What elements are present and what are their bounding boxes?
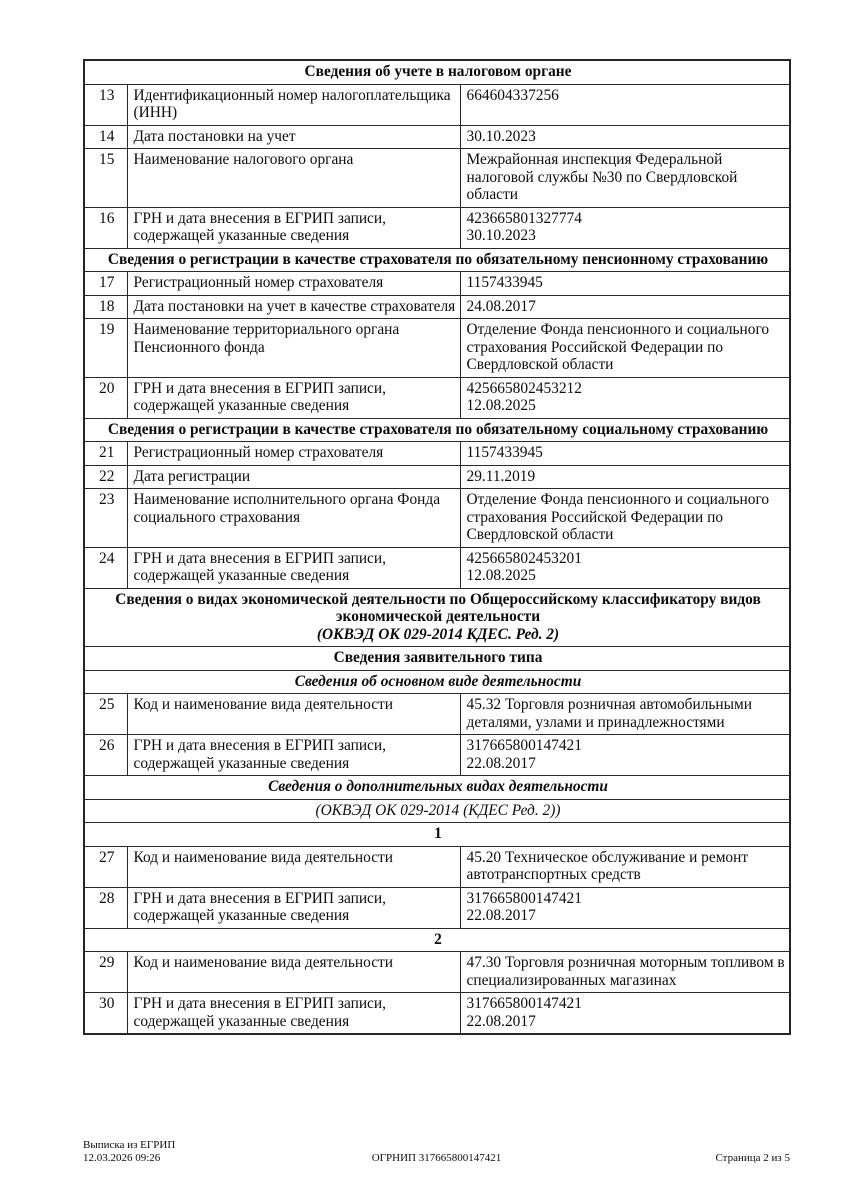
value-line: 45.20 Техническое обслуживание и ремонт автотранспортных средств xyxy=(466,848,749,883)
row-number: 18 xyxy=(84,295,127,319)
row-label: Дата постановки на учет в качестве страхователя xyxy=(127,295,460,319)
section-header-row xyxy=(84,60,790,84)
activity-index xyxy=(84,823,790,847)
row-value xyxy=(460,442,790,466)
value-line: Отделение Фонда пенсионного и социального страхования Российской Федерации по Свердловской области xyxy=(466,491,770,543)
row-value xyxy=(460,84,790,125)
value-line: 30.10.2023 xyxy=(466,227,536,244)
value-line: 317665800147421 xyxy=(466,737,582,754)
row-value xyxy=(460,149,790,208)
section-subtitle: (ОКВЭД ОК 029-2014 КДЕС. Ред. 2) xyxy=(316,625,560,643)
value-line: 29.11.2019 xyxy=(466,467,536,485)
row-value xyxy=(460,993,790,1035)
value-line: 425665802453212 xyxy=(466,379,582,397)
row-label: Код и наименование вида деятельности xyxy=(127,694,460,735)
table-row xyxy=(84,295,790,319)
section-header-row xyxy=(84,823,790,847)
value-line: 664604337256 xyxy=(466,86,559,104)
row-value xyxy=(460,887,790,928)
section-title: 2 xyxy=(434,930,442,948)
row-number: 29 xyxy=(84,952,127,993)
row-number: 20 xyxy=(84,377,127,418)
section-header-row xyxy=(84,670,790,694)
value-line: 12.08.2025 xyxy=(466,397,536,414)
row-label: ГРН и дата внесения в ЕГРИП записи, содержащей указанные сведения xyxy=(127,547,460,588)
section-header-row xyxy=(84,928,790,952)
row-value xyxy=(460,489,790,548)
section-header-row xyxy=(84,776,790,800)
value-line: 30.10.2023 xyxy=(466,127,536,145)
row-value xyxy=(460,377,790,418)
row-label: Код и наименование вида деятельности xyxy=(127,846,460,887)
row-value xyxy=(460,319,790,378)
row-number: 28 xyxy=(84,887,127,928)
table-row xyxy=(84,465,790,489)
row-number: 21 xyxy=(84,442,127,466)
value-line: 22.08.2017 xyxy=(466,754,536,772)
row-value xyxy=(460,952,790,993)
footer-ogrnip: ОГРНИП 317665800147421 xyxy=(371,1151,502,1164)
row-label: ГРН и дата внесения в ЕГРИП записи, содержащей указанные сведения xyxy=(127,735,460,776)
row-number: 24 xyxy=(84,547,127,588)
row-label: Регистрационный номер страхователя xyxy=(127,442,460,466)
row-number: 22 xyxy=(84,465,127,489)
section-title: Сведения заявительного типа xyxy=(333,649,543,666)
section-header xyxy=(84,776,790,800)
value-line: Отделение Фонда пенсионного и социального страхования Российской Федерации по Свердловской области xyxy=(466,321,770,373)
row-number: 16 xyxy=(84,207,127,248)
activity-index xyxy=(84,928,790,952)
value-line: 317665800147421 xyxy=(466,995,582,1012)
table-row xyxy=(84,149,790,208)
footer-page-number: Страница 2 из 5 xyxy=(715,1151,790,1164)
row-value xyxy=(460,207,790,248)
section-title: Сведения о регистрации в качестве страхователя по обязательному социальному страхованию xyxy=(107,420,769,438)
table-row xyxy=(84,993,790,1035)
section-header xyxy=(84,799,790,823)
value-line: Межрайонная инспекция Федеральной налоговой службы №30 по Свердловской области xyxy=(466,151,738,203)
egrip-extract-table xyxy=(83,59,791,1035)
page-footer xyxy=(83,1138,790,1164)
value-line: 423665801327774 xyxy=(466,209,582,227)
row-value xyxy=(460,735,790,776)
section-title: Сведения о дополнительных видах деятельности xyxy=(268,778,608,795)
footer-doc-type: Выписка из ЕГРИП xyxy=(83,1139,176,1151)
table-row xyxy=(84,207,790,248)
section-header xyxy=(84,60,790,84)
row-label: Дата постановки на учет xyxy=(127,125,460,149)
row-label: Наименование территориального органа Пенсионного фонда xyxy=(127,319,460,378)
section-header-row xyxy=(84,588,790,647)
row-label: ГРН и дата внесения в ЕГРИП записи, содержащей указанные сведения xyxy=(127,887,460,928)
footer-datetime: 12.03.2026 09:26 xyxy=(83,1151,161,1164)
section-title: Сведения об основном виде деятельности xyxy=(294,672,582,690)
value-line: 22.08.2017 xyxy=(466,907,536,924)
row-value xyxy=(460,547,790,588)
section-title: Сведения о регистрации в качестве страхователя по обязательному пенсионному страхованию xyxy=(107,250,769,268)
row-value xyxy=(460,465,790,489)
section-title: 1 xyxy=(434,825,442,842)
row-label: Код и наименование вида деятельности xyxy=(127,952,460,993)
row-label: Регистрационный номер страхователя xyxy=(127,272,460,296)
value-line: 47.30 Торговля розничная моторным топливом в специализированных магазинах xyxy=(466,954,785,989)
row-label: ГРН и дата внесения в ЕГРИП записи, содержащей указанные сведения xyxy=(127,993,460,1035)
section-title: (ОКВЭД ОК 029-2014 (КДЕС Ред. 2)) xyxy=(315,801,561,819)
value-line: 1157433945 xyxy=(466,274,543,291)
row-value xyxy=(460,272,790,296)
section-header-row xyxy=(84,647,790,671)
table-row xyxy=(84,952,790,993)
table-row xyxy=(84,442,790,466)
table-row xyxy=(84,319,790,378)
section-header xyxy=(84,418,790,442)
row-number: 13 xyxy=(84,84,127,125)
table-row xyxy=(84,887,790,928)
section-header xyxy=(84,248,790,272)
section-header xyxy=(84,647,790,671)
row-number: 19 xyxy=(84,319,127,378)
table-row xyxy=(84,694,790,735)
table-row xyxy=(84,489,790,548)
value-line: 12.08.2025 xyxy=(466,567,536,584)
section-title: Сведения об учете в налоговом органе xyxy=(304,63,572,80)
section-title: Сведения о видах экономической деятельности по Общероссийскому классификатору видов экономической деятельности xyxy=(115,590,761,625)
row-value xyxy=(460,125,790,149)
row-label: Идентификационный номер налогоплательщика (ИНН) xyxy=(127,84,460,125)
table-row xyxy=(84,125,790,149)
table-row xyxy=(84,547,790,588)
row-number: 23 xyxy=(84,489,127,548)
row-value xyxy=(460,846,790,887)
row-value xyxy=(460,295,790,319)
row-number: 15 xyxy=(84,149,127,208)
row-number: 26 xyxy=(84,735,127,776)
table-row xyxy=(84,846,790,887)
section-header-row xyxy=(84,418,790,442)
row-number: 14 xyxy=(84,125,127,149)
table-row xyxy=(84,272,790,296)
row-label: Наименование налогового органа xyxy=(127,149,460,208)
row-value xyxy=(460,694,790,735)
value-line: 45.32 Торговля розничная автомобильными деталями, узлами и принадлежностями xyxy=(466,696,752,731)
row-label: ГРН и дата внесения в ЕГРИП записи, содержащей указанные сведения xyxy=(127,377,460,418)
row-number: 27 xyxy=(84,846,127,887)
value-line: 22.08.2017 xyxy=(466,1012,536,1030)
row-number: 25 xyxy=(84,694,127,735)
row-label: ГРН и дата внесения в ЕГРИП записи, содержащей указанные сведения xyxy=(127,207,460,248)
row-label: Наименование исполнительного органа Фонда социального страхования xyxy=(127,489,460,548)
row-number: 30 xyxy=(84,993,127,1035)
section-header-row xyxy=(84,799,790,823)
value-line: 425665802453201 xyxy=(466,549,582,567)
value-line: 317665800147421 xyxy=(466,889,582,907)
value-line: 24.08.2017 xyxy=(466,297,536,315)
table-row xyxy=(84,377,790,418)
row-number: 17 xyxy=(84,272,127,296)
row-label: Дата регистрации xyxy=(127,465,460,489)
table-row xyxy=(84,84,790,125)
section-header xyxy=(84,588,790,647)
section-header xyxy=(84,670,790,694)
value-line: 1157433945 xyxy=(466,444,543,461)
table-row xyxy=(84,735,790,776)
section-header-row xyxy=(84,248,790,272)
